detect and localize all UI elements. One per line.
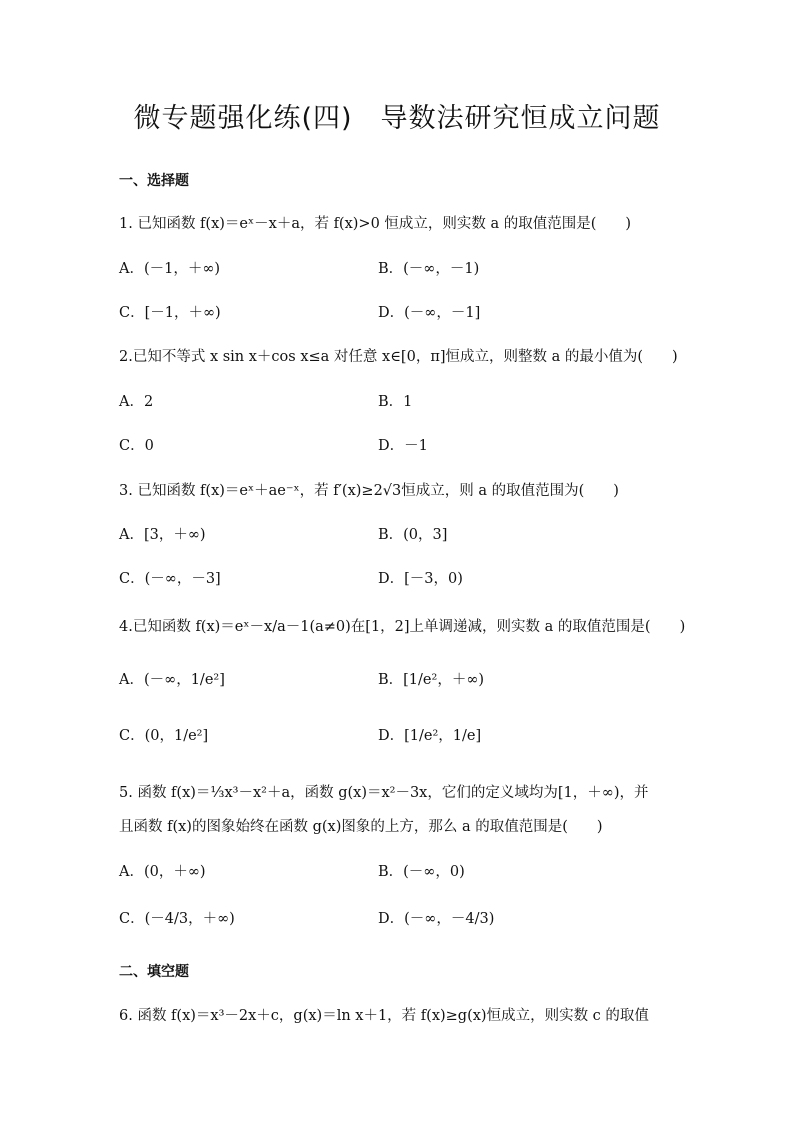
question-4-stem: 4.已知函数 f(x)＝eˣ－x/a－1(a≠0)在[1，2]上单调递减，则实数 a 的取值范围是( ) (119, 619, 686, 635)
question-6-stem: 6. 函数 f(x)＝x³－2x＋c，g(x)＝ln x＋1，若 f(x)≥g(x)恒成立，则实数 c 的取值 (119, 1008, 649, 1024)
question-5-option-d: D．(－∞，－4/3) (378, 911, 495, 927)
question-4-option-a: A．(－∞，1/e²] (119, 672, 225, 688)
question-5-option-a: A．(0，＋∞) (119, 864, 206, 880)
question-3-option-b: B．(0，3] (378, 527, 448, 543)
question-2-option-a: A．2 (119, 394, 154, 410)
question-1-option-c: C．[－1，＋∞) (119, 305, 221, 321)
question-1-option-b: B．(－∞，－1) (378, 261, 480, 277)
question-3-option-c: C．(－∞，－3] (119, 571, 221, 587)
page-title: 微专题强化练(四) 导数法研究恒成立问题 (133, 103, 661, 134)
question-5-stem-line-1: 5. 函数 f(x)＝⅓x³－x²＋a，函数 g(x)＝x²－3x，它们的定义域均为[1，＋∞)，并 (119, 785, 649, 801)
question-4-option-b: B．[1/e²，＋∞) (378, 672, 485, 688)
question-5-stem-line-2: 且函数 f(x)的图象始终在函数 g(x)图象的上方，那么 a 的取值范围是( ) (119, 819, 603, 835)
question-2-stem: 2.已知不等式 x sin x＋cos x≤a 对任意 x∈[0，π]恒成立，则整数 a 的最小值为( ) (119, 349, 678, 365)
question-2-option-d: D．－1 (378, 438, 428, 454)
question-3-option-a: A．[3，＋∞) (119, 527, 206, 543)
question-4-option-c: C．(0，1/e²] (119, 728, 209, 744)
question-3-option-d: D．[－3，0) (378, 571, 463, 587)
question-1-stem: 1. 已知函数 f(x)＝eˣ－x＋a，若 f(x)>0 恒成立，则实数 a 的取值范围是( ) (119, 216, 632, 232)
question-4-option-d: D．[1/e²，1/e] (378, 728, 482, 744)
question-2-option-b: B．1 (378, 394, 413, 410)
question-5-option-b: B．(－∞，0) (378, 864, 465, 880)
section-heading-choice: 一、选择题 (119, 173, 189, 189)
section-heading-fill: 二、填空题 (119, 964, 189, 980)
question-1-option-d: D．(－∞，－1] (378, 305, 481, 321)
question-2-option-c: C．0 (119, 438, 154, 454)
question-5-option-c: C．(－4/3，＋∞) (119, 911, 235, 927)
question-3-stem: 3. 已知函数 f(x)＝eˣ＋ae⁻ˣ，若 f′(x)≥2√3恒成立，则 a 的取值范围为( ) (119, 483, 619, 499)
question-1-option-a: A．(－1，＋∞) (119, 261, 221, 277)
